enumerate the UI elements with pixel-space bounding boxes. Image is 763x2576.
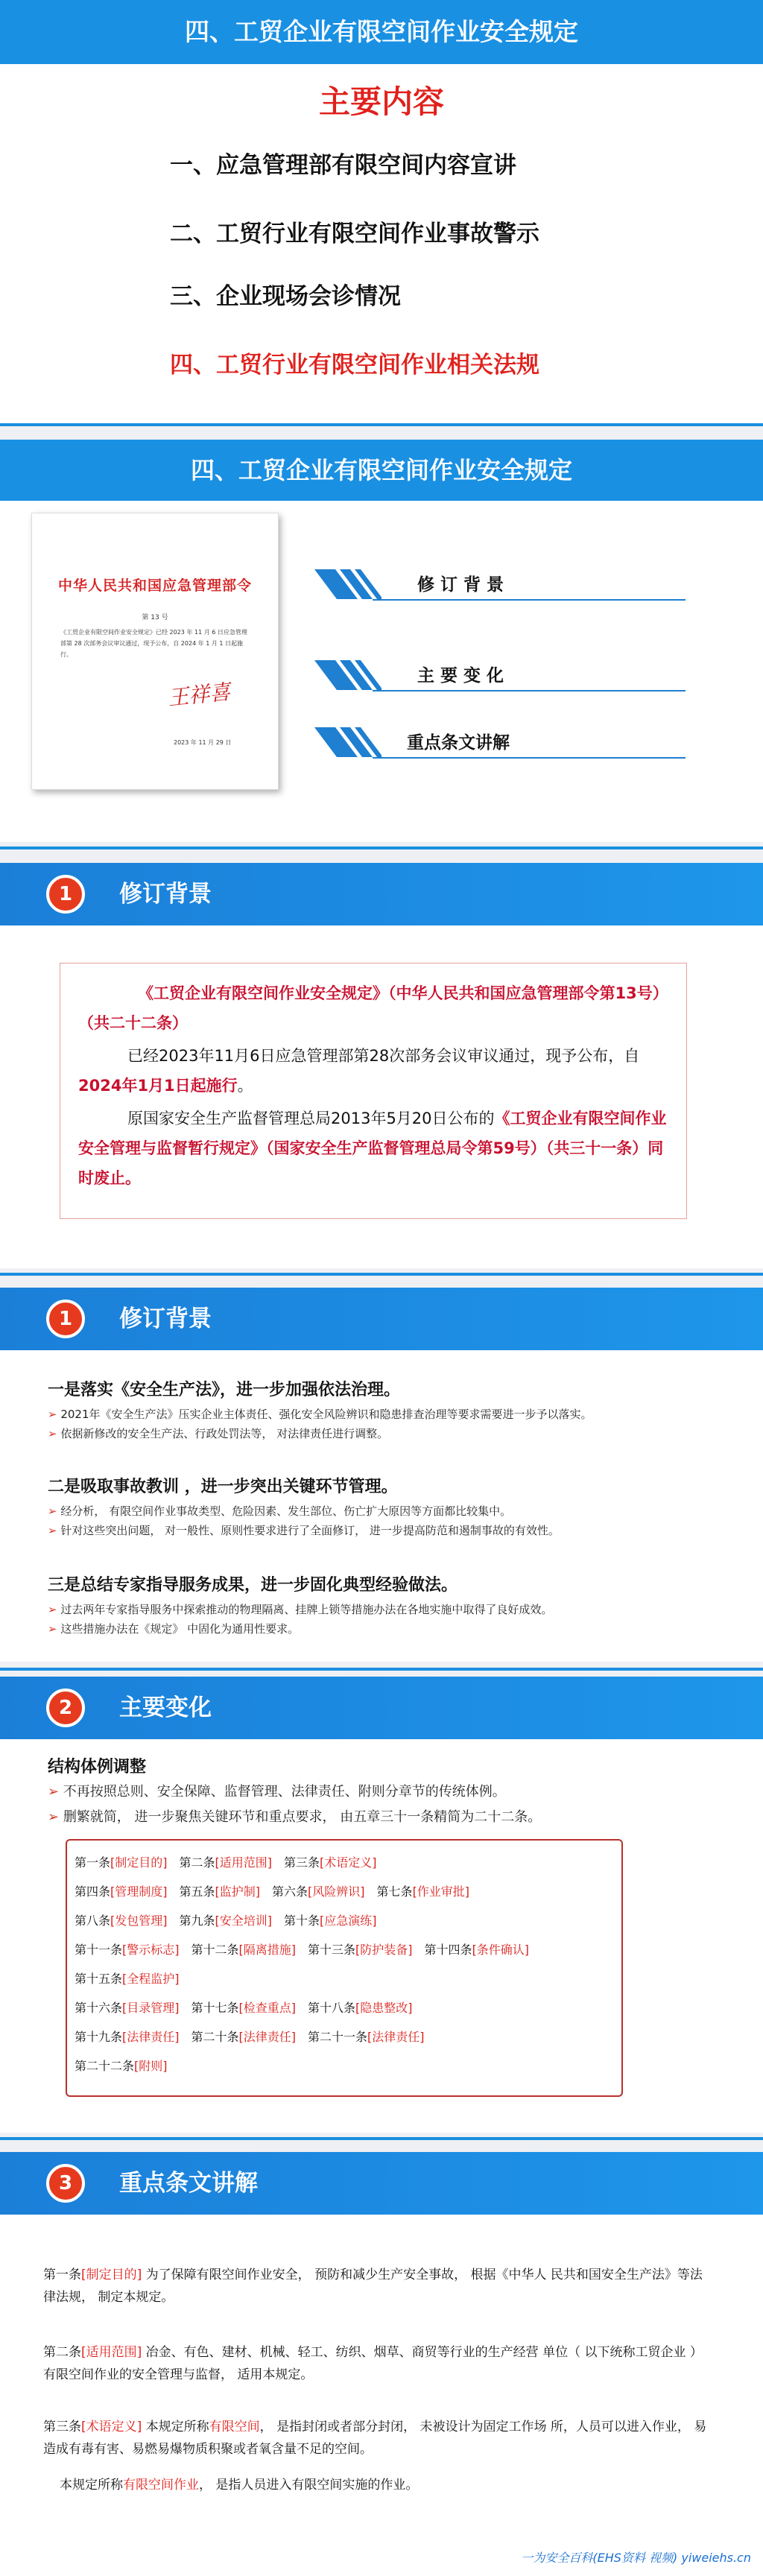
slide-header: 四、工贸企业有限空间作业安全规定 [0, 440, 763, 501]
article-number: 第九条 [179, 1914, 215, 1928]
section-title: 主要变化 [119, 1694, 212, 1721]
menu-underline [373, 757, 686, 759]
article-tag: [安全培训] [215, 1914, 273, 1928]
article-tag: [目录管理] [122, 2001, 180, 2015]
section-band [0, 2152, 763, 2215]
article-number: 第三条 [284, 1855, 320, 1870]
section-number-badge: 1 [46, 875, 85, 914]
article-tag: [适用范围] [215, 1855, 273, 1870]
repeal-paragraph [78, 1104, 668, 1193]
article-row [75, 1877, 621, 1906]
arrow-icon: ➢ [48, 1603, 61, 1616]
arrow-icon: ➢ [48, 1809, 63, 1825]
article-number: 第十三条 [308, 1943, 356, 1957]
section-title: 重点条文讲解 [119, 2170, 258, 2197]
article-3-definition: 本规定所称有限空间作业， 是指人员进入有限空间实施的作业。 [60, 2478, 419, 2493]
article-number: 第二十条 [191, 2030, 239, 2044]
decree-document-image [31, 513, 279, 790]
article-tag: [条件确认] [472, 1943, 530, 1957]
arrow-icon: ➢ [48, 1504, 61, 1518]
article-number: 第十六条 [75, 2001, 123, 2015]
article-number: 第二十二条 [75, 2059, 135, 2073]
reason-bullet: ➢ 针对这些突出问题， 对一般性、原则性要求进行了全面修订， 进一步提高防范和遏制事故的有效性。 [48, 1524, 560, 1537]
change-bullet: ➢ 不再按照总则、安全保障、监督管理、法律责任、附则分章节的传统体例。 [48, 1784, 506, 1800]
section-title: 修订背景 [119, 1306, 212, 1332]
repealed-regulation: 《工贸企业有限空间作业安全管理与监督暂行规定》（国家安全生产监督管理总局令第59号）（共三十一条）同时废止。 [78, 1110, 667, 1187]
reason-heading: 二是吸取事故教训 ，进一步突出关键环节管理。 [48, 1478, 398, 1496]
article-tag: [全程监护] [122, 1972, 180, 1986]
article-number: 第二十一条 [308, 2030, 368, 2044]
menu-underline [373, 690, 686, 692]
arrow-icon: ➢ [48, 1427, 61, 1440]
article-number: 第十二条 [191, 1943, 239, 1957]
reason-group-1 [48, 1377, 718, 1443]
article-tag: [隐患整改] [355, 2001, 413, 2015]
arrow-icon: ➢ [48, 1524, 61, 1537]
section-band [0, 1677, 763, 1739]
article-tag: [发包管理] [110, 1914, 168, 1928]
decree-title: 中华人民共和国应急管理部令 [57, 577, 252, 594]
slide-header: 四、工贸企业有限空间作业安全规定 [0, 0, 763, 64]
contents-item-1: 一、应急管理部有限空间内容宣讲 [170, 152, 516, 179]
chevron-stripes-icon [314, 660, 382, 690]
article-tag: [作业审批] [412, 1884, 470, 1899]
article-number: 第十五条 [75, 1972, 123, 1986]
contents-item-4-active: 四、工贸行业有限空间作业相关法规 [170, 352, 539, 379]
article-tag: [应急演练] [320, 1914, 377, 1928]
menu-item-background[interactable] [313, 566, 686, 604]
article-row [75, 2051, 621, 2080]
subheading: 结构体例调整 [48, 1758, 147, 1776]
slide-contents [0, 0, 763, 423]
arrow-icon: ➢ [48, 1784, 63, 1800]
reason-bullet: ➢ 2021年《安全生产法》压实企业主体责任、强化安全风险辨识和隐患排查治理等要求需要进一步予以落实。 [48, 1408, 592, 1421]
article-tag: [风险辨识] [308, 1884, 365, 1899]
article-row [75, 2022, 621, 2051]
article-number: 第十一条 [75, 1943, 123, 1957]
article-number: 第八条 [75, 1914, 111, 1928]
article-row [75, 1993, 621, 2022]
reason-bullet: ➢ 这些措施办法在《规定》 中固化为通用性要求。 [48, 1622, 300, 1636]
article-tag: [警示标志] [122, 1943, 180, 1957]
menu-item-key-articles[interactable] [313, 724, 686, 762]
revision-info-box [60, 963, 687, 1219]
article-row [75, 1964, 621, 1993]
article-1: 第一条[制定目的] 为了保障有限空间作业安全， 预防和减少生产安全事故， 根据《中华人 民共和国安全生产法》等法律法规， 制定本规定。 [43, 2268, 703, 2305]
reason-bullet: ➢ 依据新修改的安全生产法、行政处罚法等， 对法律责任进行调整。 [48, 1427, 389, 1440]
slide-overview [0, 440, 763, 842]
article-tag: [检查重点] [238, 2001, 297, 2015]
article-row [75, 1935, 621, 1964]
reason-group-2 [48, 1474, 718, 1540]
article-tag: [监护制] [215, 1884, 261, 1899]
menu-item-label: 重点条文讲解 [407, 733, 510, 753]
reason-heading: 三是总结专家指导服务成果，进一步固化典型经验做法。 [48, 1576, 458, 1595]
slide-divider [0, 2137, 763, 2140]
contents-heading: 主要内容 [318, 83, 444, 120]
article-number: 第七条 [376, 1884, 413, 1899]
arrow-icon: ➢ [48, 1622, 61, 1636]
slide-main-changes [0, 1677, 763, 2133]
article-tag: [法律责任] [122, 2030, 180, 2044]
section-number-badge: 3 [46, 2164, 85, 2203]
article-row [75, 1848, 621, 1877]
contents-item-2: 二、工贸行业有限空间作业事故警示 [170, 221, 539, 247]
slide-key-articles [0, 2152, 763, 2576]
effective-date: 2024年1月1日起施行 [78, 1077, 238, 1095]
section-number-badge: 2 [46, 1689, 85, 1727]
article-tag: [术语定义] [320, 1855, 377, 1870]
article-tag: [法律责任] [238, 2030, 297, 2044]
article-number: 第十条 [284, 1914, 320, 1928]
article-tag: [防护装备] [355, 1943, 413, 1957]
slide-divider [0, 1668, 763, 1671]
section-number-badge: 1 [46, 1300, 85, 1338]
decree-body: 《工贸企业有限空间作业安全规定》已经 2023 年 11 月 6 日应急管理部第 28 次部务会议审议通过，现予公布，自 2024 年 1 月 1 日起施行。 [60, 629, 247, 658]
chevron-stripes-icon [314, 569, 382, 599]
adoption-paragraph [78, 1041, 668, 1101]
decree-signature: 王祥喜 [166, 679, 232, 711]
article-2: 第二条[适用范围] 冶金、有色、建材、机械、轻工、纺织、烟草、商贸等行业的生产经营 单位（ 以下统称工贸企业 ）有限空间作业的安全管理与监督， 适用本规定。 [43, 2345, 703, 2382]
change-bullet: ➢ 删繁就简， 进一步聚焦关键环节和重点要求， 由五章三十一条精简为二十二条。 [48, 1809, 542, 1825]
article-3: 第三条[术语定义] 本规定所称有限空间， 是指封闭或者部分封闭， 未被设计为固定工作场 所，人员可以进入作业， 易造成有毒有害、易燃易爆物质积聚或者氧含量不足的空间。 [43, 2420, 707, 2457]
repeal-text: 原国家安全生产监督管理总局2013年5月20日公布的 [127, 1110, 495, 1127]
article-tag: [法律责任] [367, 2030, 425, 2044]
arrow-icon: ➢ [48, 1408, 61, 1421]
article-structure-box [66, 1839, 623, 2097]
section-band [0, 863, 763, 925]
article-number: 第十四条 [424, 1943, 472, 1957]
section-band [0, 1288, 763, 1350]
article-number: 第十七条 [191, 2001, 239, 2015]
slide-revision-background-2 [0, 1288, 763, 1662]
article-number: 第六条 [272, 1884, 308, 1899]
article-number: 第一条 [75, 1855, 111, 1870]
adoption-text-end: 。 [237, 1077, 253, 1095]
chevron-stripes-icon [314, 727, 382, 757]
article-row [75, 1906, 621, 1935]
article-tag: [管理制度] [110, 1884, 168, 1899]
footer-watermark[interactable]: 一为安全百科(EHS资料 视频) yiweiehs.cn [521, 2551, 751, 2565]
article-number: 第五条 [179, 1884, 215, 1899]
slide-divider [0, 423, 763, 426]
menu-item-changes[interactable] [313, 657, 686, 694]
contents-item-3: 三、企业现场会诊情况 [170, 283, 401, 310]
article-tag: [附则] [134, 2059, 168, 2073]
section-title: 修订背景 [119, 881, 212, 908]
menu-item-label: 主 要 变 化 [417, 666, 504, 686]
reason-bullet: ➢ 过去两年专家指导服务中探索推动的物理隔离、挂牌上锁等措施办法在各地实施中取得了良好成效。 [48, 1603, 553, 1616]
article-number: 第四条 [75, 1884, 111, 1899]
article-number: 第二条 [179, 1855, 215, 1870]
slide-divider [0, 1273, 763, 1276]
reason-group-3 [48, 1572, 718, 1639]
menu-underline [373, 599, 686, 601]
decree-number: 第 13 号 [142, 614, 168, 621]
slide-divider [0, 846, 763, 849]
article-tag: [制定目的] [110, 1855, 168, 1870]
article-number: 第十八条 [308, 2001, 356, 2015]
reason-bullet: ➢ 经分析， 有限空间作业事故类型、危险因素、发生部位、伤亡扩大原因等方面都比较集中。 [48, 1504, 512, 1518]
menu-item-label: 修 订 背 景 [417, 575, 504, 595]
regulation-title: 《工贸企业有限空间作业安全规定》（中华人民共和国应急管理部令第13号）（共二十二条） [78, 984, 668, 1032]
decree-date: 2023 年 11 月 29 日 [174, 739, 232, 746]
slide-revision-background-1 [0, 863, 763, 1268]
article-number: 第十九条 [75, 2030, 123, 2044]
adoption-text: 已经2023年11月6日应急管理部第28次部务会议审议通过，现予公布，自 [127, 1047, 640, 1065]
reason-heading: 一是落实《安全生产法》，进一步加强依法治理。 [48, 1381, 401, 1399]
article-tag: [隔离措施] [238, 1943, 297, 1957]
